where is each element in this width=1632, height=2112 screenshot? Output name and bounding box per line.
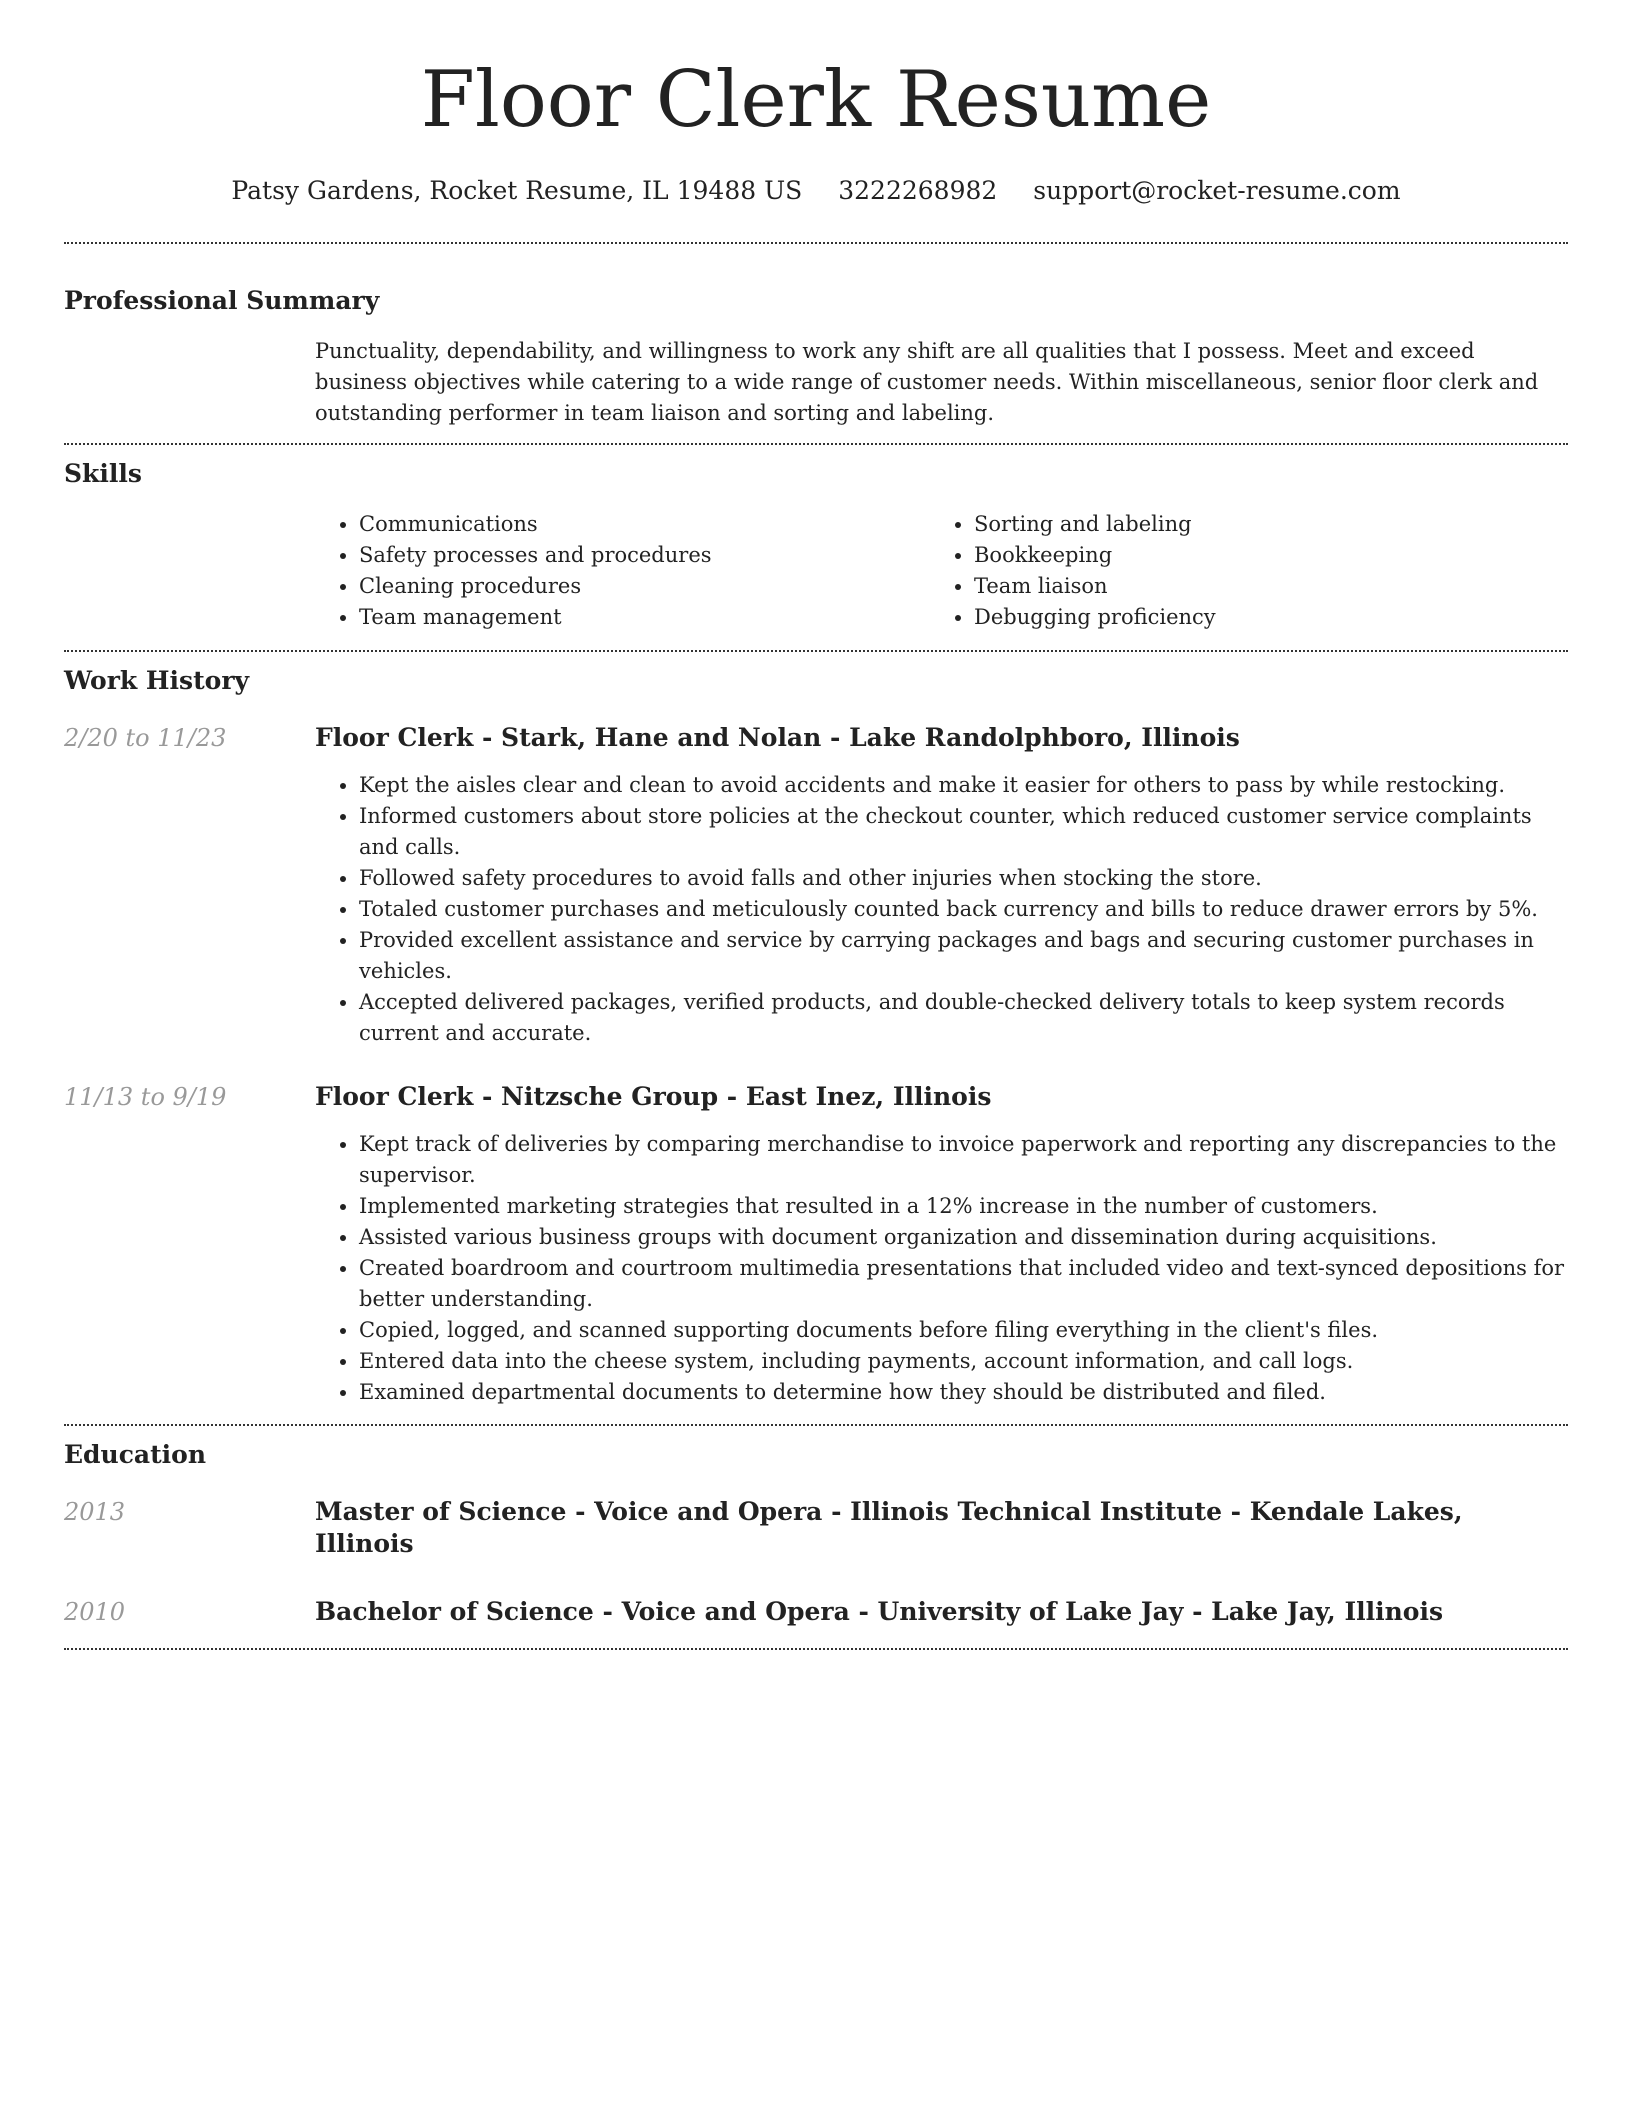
skill-item: • Team management: [359, 602, 930, 633]
job-bullet: • Entered data into the cheese system, including payments, account information, and call logs.: [359, 1346, 1568, 1377]
section-heading-skills: Skills: [64, 459, 142, 488]
skills-grid: [315, 509, 1568, 633]
job-bullet: • Examined departmental documents to determine how they should be distributed and filed.: [359, 1377, 1568, 1408]
job-bullet: • Created boardroom and courtroom multimedia presentations that included video and text-synced depositions for better understanding.: [359, 1253, 1568, 1315]
skills-right: [315, 509, 1568, 633]
education-title: Bachelor of Science - Voice and Opera - University of Lake Jay - Lake Jay, Illinois: [315, 1597, 1444, 1626]
job-dates: 11/13 to 9/19: [64, 1083, 227, 1111]
job-entry: [64, 1081, 1568, 1408]
job-bullets: [315, 770, 1568, 1049]
job-bullet: • Accepted delivered packages, verified products, and double-checked delivery totals to keep system records current and accurate.: [359, 987, 1568, 1049]
skill-item: • Sorting and labeling: [974, 509, 1545, 540]
job-bullet: • Kept the aisles clear and clean to avoid accidents and make it easier for others to pass by while restocking.: [359, 770, 1568, 801]
education-entry: [64, 1496, 1568, 1560]
job-bullet: • Totaled customer purchases and meticulously counted back currency and bills to reduce drawer errors by 5%.: [359, 894, 1568, 925]
education-body: [315, 1596, 1568, 1628]
job-bullets: [315, 1129, 1568, 1408]
job-bullet: • Copied, logged, and scanned supporting documents before filing everything in the client's files.: [359, 1315, 1568, 1346]
skill-item: • Team liaison: [974, 571, 1545, 602]
divider: [64, 650, 1568, 652]
skill-item: • Debugging proficiency: [974, 602, 1545, 633]
job-bullet: • Implemented marketing strategies that resulted in a 12% increase in the number of customers.: [359, 1191, 1568, 1222]
contact-phone: 3222268982: [838, 176, 998, 205]
skills-list-left: [315, 509, 930, 633]
skill-item: • Bookkeeping: [974, 540, 1545, 571]
education-year: 2013: [64, 1498, 126, 1526]
job-bullet: • Kept track of deliveries by comparing merchandise to invoice paperwork and reporting any discrepancies to the supervisor.: [359, 1129, 1568, 1191]
education-title: Master of Science - Voice and Opera - Illinois Technical Institute - Kendale Lakes, Illinois: [315, 1497, 1463, 1558]
contact-line: [64, 174, 1568, 208]
job-entry: [64, 722, 1568, 1049]
education-year: 2010: [64, 1598, 126, 1626]
resume-page: [64, 0, 1568, 1650]
divider: [64, 1648, 1568, 1650]
job-bullet: • Assisted various business groups with document organization and dissemination during acquisitions.: [359, 1222, 1568, 1253]
contact-email: support@rocket-resume.com: [1033, 176, 1401, 205]
divider: [64, 1424, 1568, 1426]
summary-row: [64, 336, 1568, 429]
job-body: [315, 722, 1568, 1049]
job-body: [315, 1081, 1568, 1408]
education-body: [315, 1496, 1568, 1560]
resume-title: Floor Clerk Resume: [420, 55, 1212, 145]
section-heading-education: Education: [64, 1440, 207, 1469]
section-heading-work: Work History: [64, 666, 250, 695]
job-bullet: • Informed customers about store policies at the checkout counter, which reduced customer service complaints and calls.: [359, 801, 1568, 863]
skill-item: • Safety processes and procedures: [359, 540, 930, 571]
skill-item: • Communications: [359, 509, 930, 540]
divider: [64, 443, 1568, 445]
job-bullet: • Followed safety procedures to avoid falls and other injuries when stocking the store.: [359, 863, 1568, 894]
divider: [64, 242, 1568, 244]
job-title: Floor Clerk - Nitzsche Group - East Inez, Illinois: [315, 1082, 992, 1111]
section-heading-summary: Professional Summary: [64, 286, 380, 315]
education-entry: [64, 1596, 1568, 1628]
summary-text: Punctuality, dependability, and willingness to work any shift are all qualities that I possess. Meet and exceed business objectives while catering to a wide range of customer needs. Within miscellaneous, senior floor clerk and outstanding performer in team liaison and sorting and labeling.: [315, 339, 1539, 425]
skills-list-right: [930, 509, 1545, 633]
job-bullet: • Provided excellent assistance and service by carrying packages and bags and securing customer purchases in vehicles.: [359, 925, 1568, 987]
summary-right: [315, 336, 1568, 429]
skills-row: [64, 509, 1568, 633]
skill-item: • Cleaning procedures: [359, 571, 930, 602]
job-title: Floor Clerk - Stark, Hane and Nolan - Lake Randolphboro, Illinois: [315, 723, 1240, 752]
job-dates: 2/20 to 11/23: [64, 724, 227, 752]
contact-address: Patsy Gardens, Rocket Resume, IL 19488 US: [231, 176, 803, 205]
